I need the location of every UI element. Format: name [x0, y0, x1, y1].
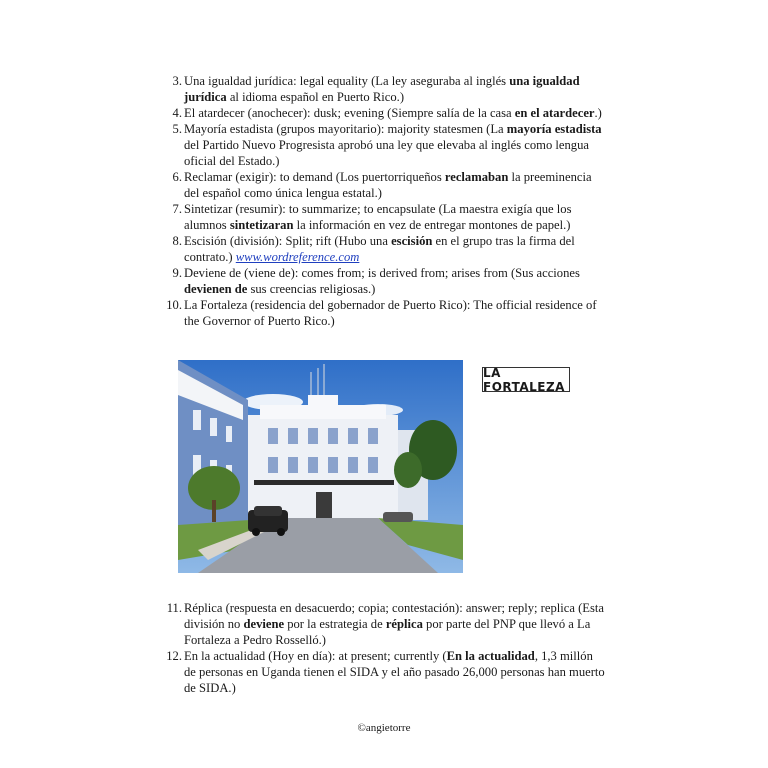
vocab-text: sus creencias religiosas.)	[247, 282, 376, 296]
vocab-term-bold: réplica	[385, 617, 423, 631]
vocab-item-number: 9.	[172, 266, 182, 280]
vocab-item-number: 11.	[166, 601, 182, 615]
vocab-item-number: 4.	[172, 106, 182, 120]
vocab-item-number: 5.	[172, 122, 182, 136]
vocab-term-bold: una igualdad jurídica	[184, 74, 580, 104]
vocab-term-bold: devienen de	[184, 282, 248, 296]
vocab-text: al idioma español en Puerto Rico.)	[226, 90, 405, 104]
vocab-text: En la actualidad (Hoy en día): at present; currently (	[184, 649, 447, 663]
vocab-term-bold: sintetizaran	[229, 218, 294, 232]
vocab-item	[160, 297, 605, 329]
la-fortaleza-photo	[178, 360, 463, 573]
vocabulary-list-bottom	[160, 600, 605, 696]
vocab-item-number: 7.	[172, 202, 182, 216]
vocab-text: del Partido Nuevo Progresista aprobó una ley que elevaba al inglés como lengua oficial del Estado.)	[184, 138, 589, 168]
vocab-text: Escisión (división): Split; rift (Hubo una	[184, 234, 392, 248]
vocab-text: por la estrategia de	[284, 617, 386, 631]
vocab-term-bold: En la actualidad	[446, 649, 535, 663]
vocab-text: la preeminencia del español como única lengua estatal.)	[184, 170, 592, 200]
vocab-item	[160, 648, 605, 696]
vocab-item	[160, 265, 605, 297]
vocab-term-bold: escisión	[391, 234, 433, 248]
vocab-term-bold: deviene	[243, 617, 285, 631]
photo-caption: LA FORTALEZA	[482, 367, 570, 392]
vocab-text: Deviene de (viene de): comes from; is derived from; arises from (Sus acciones	[184, 266, 580, 280]
vocabulary-list-top	[160, 73, 605, 329]
vocab-item	[160, 105, 605, 121]
vocab-text: , 1,3 millón de personas en Uganda tienen el SIDA y el año pasado 26,000 personas han muerto de SIDA.)	[184, 649, 605, 695]
vocab-item-number: 3.	[172, 74, 182, 88]
vocab-text: .)	[594, 106, 602, 120]
vocab-text: Reclamar (exigir): to demand (Los puertorriqueños	[184, 170, 445, 184]
vocab-text: La Fortaleza (residencia del gobernador de Puerto Rico): The official residence of the Governor of Puerto Rico.)	[184, 298, 597, 328]
vocab-term-bold: mayoría estadista	[506, 122, 602, 136]
vocab-item-number: 6.	[172, 170, 182, 184]
vocab-item-number: 12.	[166, 649, 182, 663]
vocab-text: Mayoría estadista (grupos mayoritario): majority statesmen (La	[184, 122, 507, 136]
vocab-item	[160, 121, 605, 169]
vocab-text: por parte del PNP que llevó a La Fortaleza a Pedro Rosselló.)	[184, 617, 591, 647]
vocab-text: El atardecer (anochecer): dusk; evening (Siempre salía de la casa	[184, 106, 515, 120]
vocab-item-number: 8.	[172, 234, 182, 248]
copyright-footer: ©angietorre	[357, 722, 411, 734]
vocab-item	[160, 73, 605, 105]
vocab-item-number: 10.	[166, 298, 182, 312]
vocab-term-bold: en el atardecer	[514, 106, 595, 120]
reference-link[interactable]: www.wordreference.com	[235, 250, 360, 264]
vocab-item	[160, 169, 605, 201]
vocab-text: la información en vez de entregar montones de papel.)	[293, 218, 571, 232]
vocab-text: Sintetizar (resumir): to summarize; to encapsulate (La maestra exigía que los alumnos	[184, 202, 572, 232]
vocab-term-bold: reclamaban	[444, 170, 509, 184]
vocab-item	[160, 233, 605, 265]
vocab-item	[160, 600, 605, 648]
vocab-item	[160, 201, 605, 233]
vocab-text: en el grupo tras la firma del contrato.)	[184, 234, 575, 264]
vocab-text: Una igualdad jurídica: legal equality (La ley aseguraba al inglés	[184, 74, 510, 88]
vocab-text: Réplica (respuesta en desacuerdo; copia; contestación): answer; reply; replica (Esta división no	[184, 601, 604, 631]
